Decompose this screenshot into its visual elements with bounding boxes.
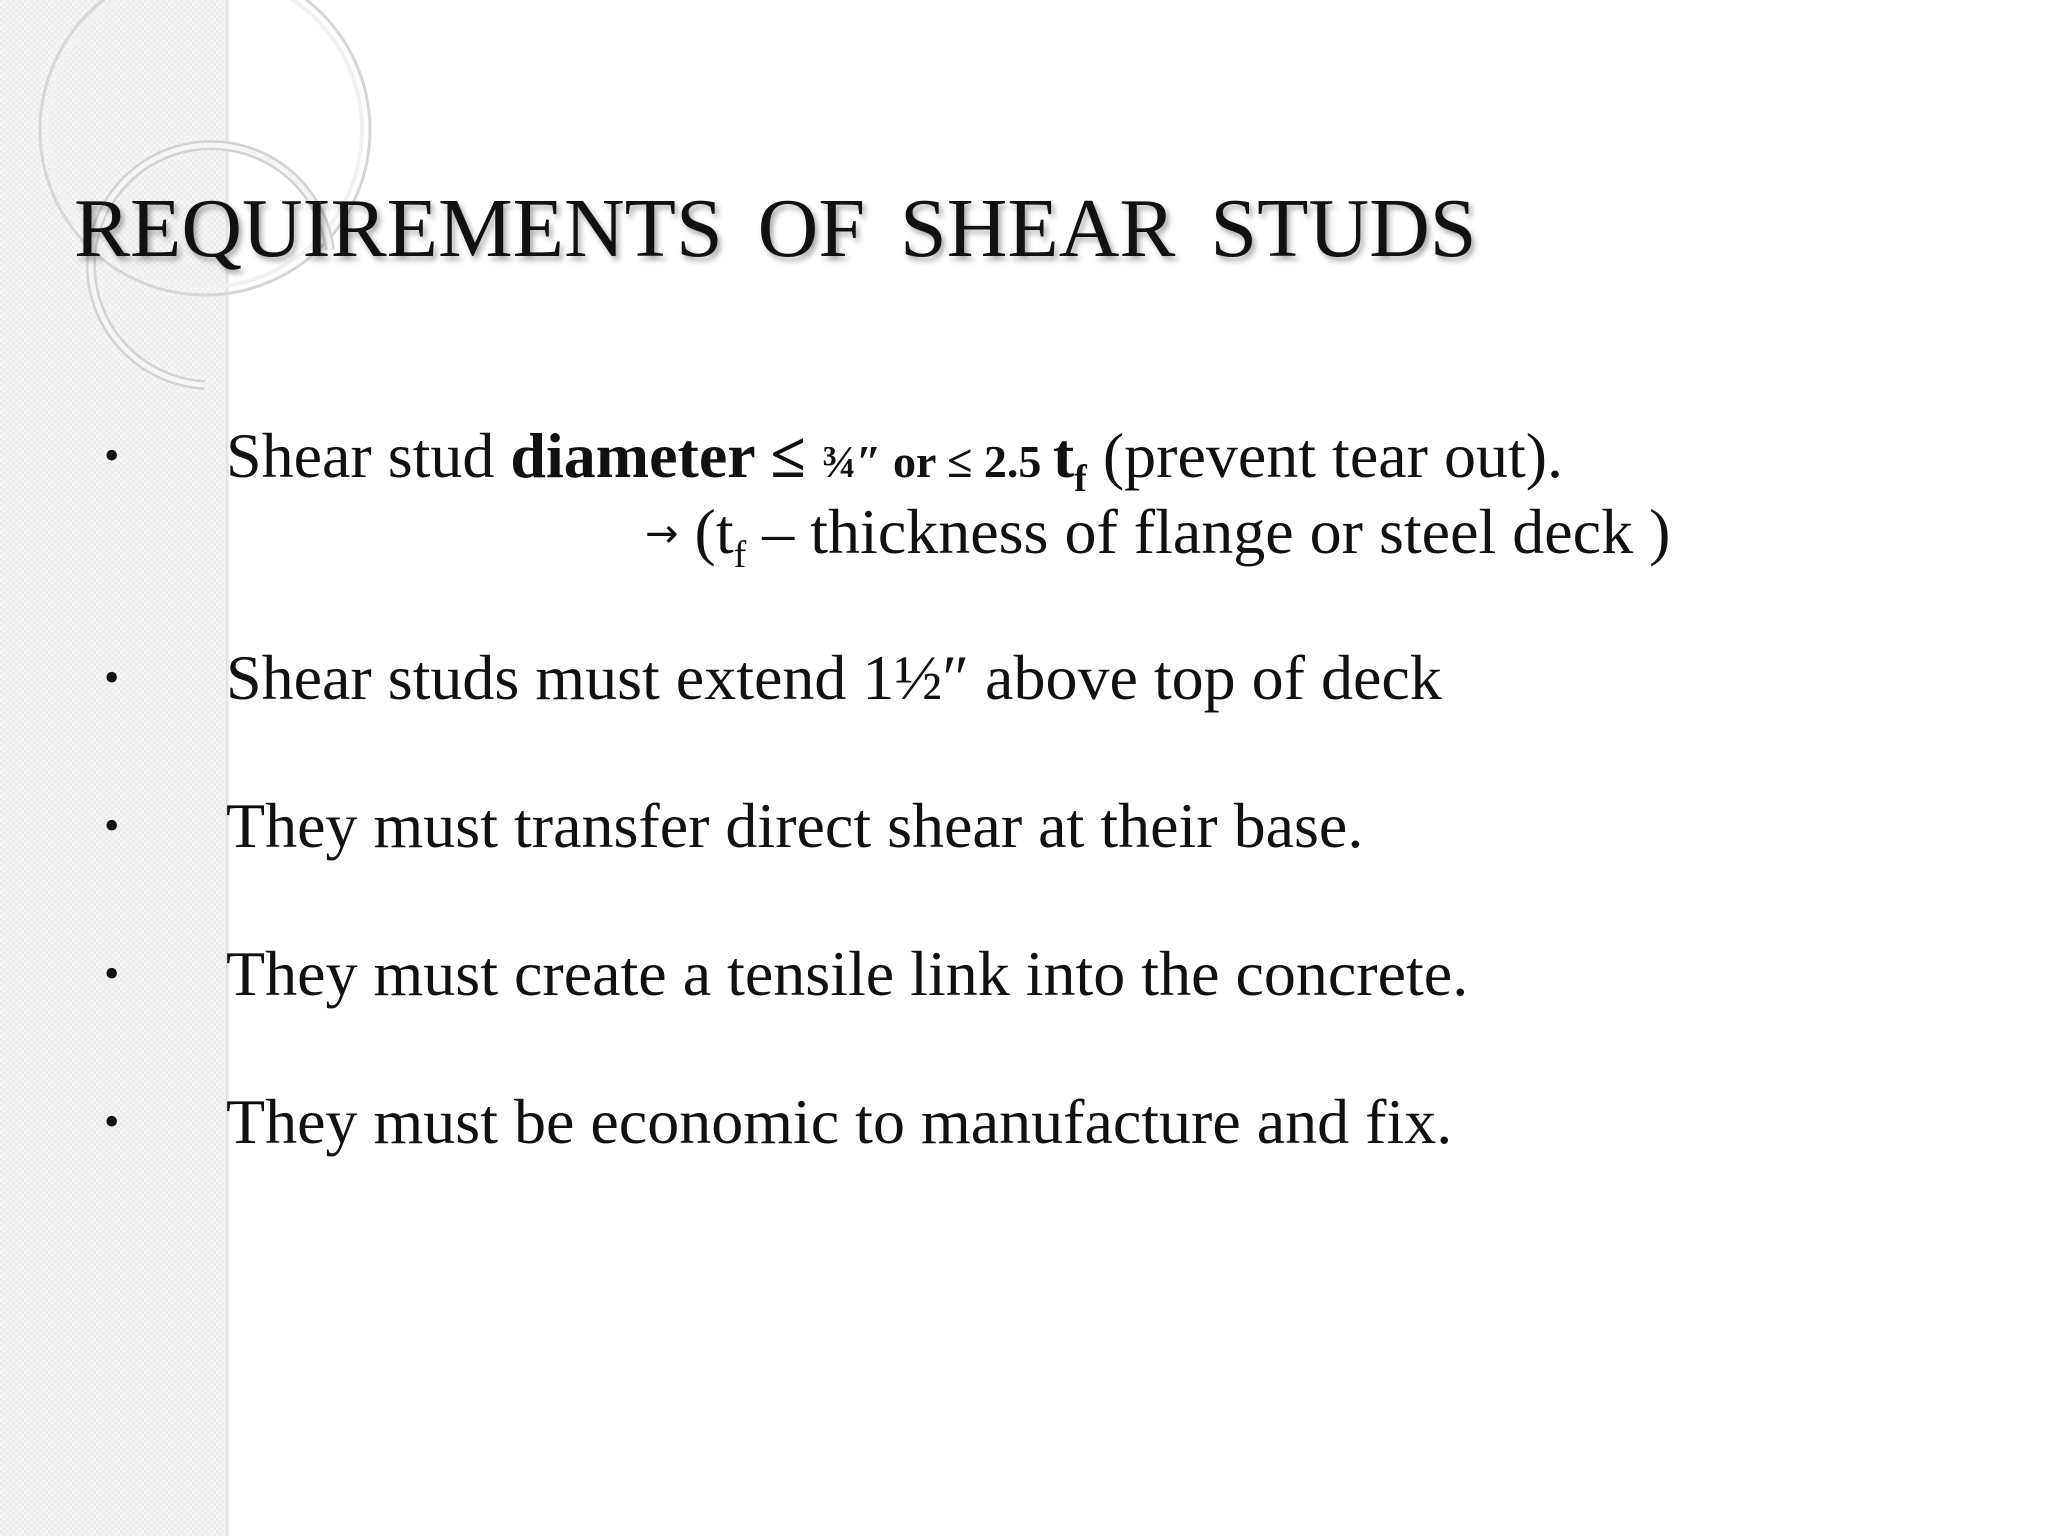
slide-title: REQUIREMENTS OF SHEAR STUDS — [74, 182, 1477, 275]
subline-text-part: – thickness of flange or steel deck ) — [746, 496, 1671, 567]
bullet-marker: • — [104, 801, 120, 850]
arrow-right-icon: → — [645, 511, 679, 557]
bullet-text — [226, 418, 1563, 500]
subscript: f — [733, 533, 747, 576]
bullet-text-bold: t — [1052, 420, 1075, 491]
bullet-marker: • — [104, 1097, 120, 1146]
bullet-text-bold: diameter ≤ — [510, 420, 822, 491]
bullet-text: Shear studs must extend 1½″ above top of deck — [226, 642, 1442, 713]
bullet-marker: • — [104, 653, 120, 702]
bullet-text-part: Shear stud — [226, 420, 511, 491]
subscript: f — [1074, 457, 1087, 500]
bullet-text: They must be economic to manufacture and fix. — [226, 1086, 1453, 1157]
subline-text-part: (t — [678, 496, 734, 567]
bullet-text: They must transfer direct shear at their base. — [226, 790, 1364, 861]
bullet-text-bold-small: ¾″ or ≤ 2.5 — [821, 436, 1053, 487]
bullet-text: They must create a tensile link into the concrete. — [226, 938, 1469, 1009]
bullet-text-part: (prevent tear out). — [1086, 420, 1564, 491]
bullet-subline — [645, 494, 1671, 576]
bullet-marker: • — [104, 431, 120, 480]
bullet-marker: • — [104, 949, 120, 998]
